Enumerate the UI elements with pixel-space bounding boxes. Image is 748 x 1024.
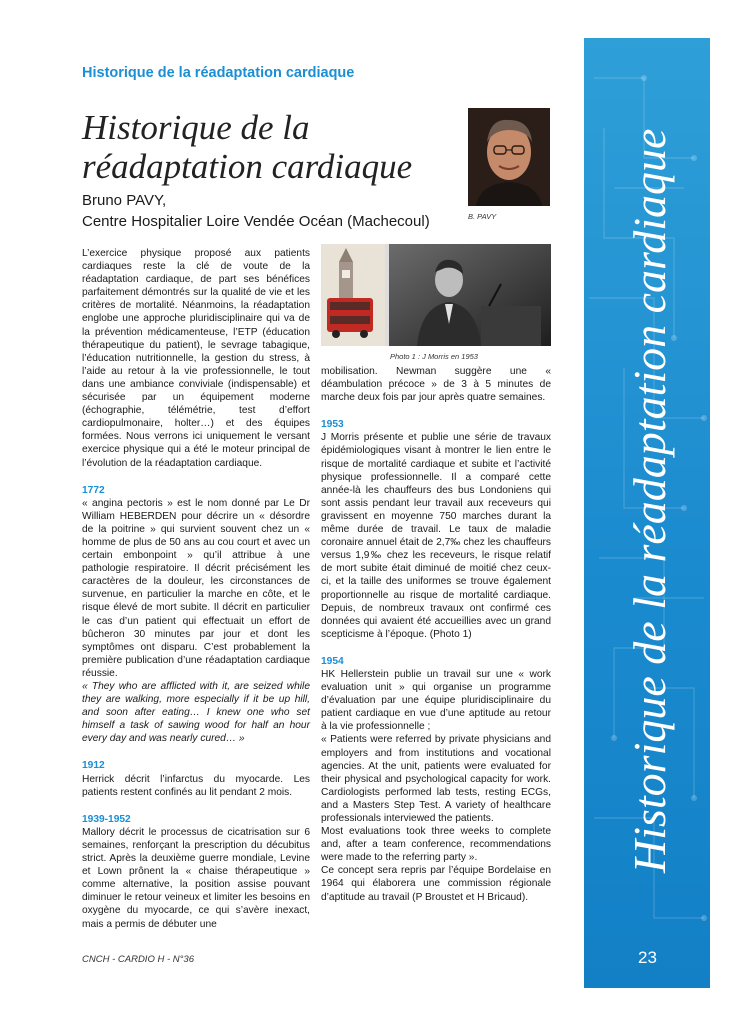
year-heading-1939-1952: 1939-1952 — [82, 813, 131, 825]
year-heading-1954: 1954 — [321, 655, 344, 667]
paragraph-continued: mobilisation. Newman suggère une « déambulation précoce » de 3 à 5 minutes de marche deux fois par jour après quatre semaines. — [321, 366, 551, 404]
year-heading-1953: 1953 — [321, 419, 344, 431]
quote-1954-b: Most evaluations took three weeks to complete and, after a team conference, recommendations were made to the referring party ». — [321, 826, 551, 864]
intro-paragraph: L’exercice physique proposé aux patients cardiaques reste la clé de voute de la réadaptation cardiaque, de part ses bénéfices parfaitement démontrés sur la qualité de vie et les critères de mortalité. Néanmoins, la réadaptation englobe une approche pluridisciplinaire qui va de la prévention médicamenteuse, l’ETP (éducation thérapeutique du patient), le sevrage tabagique, l’éducation nutritionnelle, la gestion du stress, à l’aide au retour à la vie professionnelle, le tout dans une ambiance conviviale (indispensable) et sécurisée par un équipement moderne (échographie, télémétrie, test d’effort cardiopulmonaire, holter…) et des équipes formées. Nous verrons ici uniquement le versant exercice physique qui a été le moteur principal de l’évolution de la réadaptation cardiaque. — [82, 248, 310, 469]
paragraph-1953: J Morris présente et publie une série de travaux épidémiologiques visant à montrer le lien entre le risque de mortalité cardiaque et subite et l’activité physique professionnelle. Il a comparé cette année-là les chauffeurs des bus Londoniens qui sont assis pendant leur travail aux receveurs qui gravissent en moyenne 750 marches durant la même durée de travail. Le taux de maladie coronaire annuel était de 2,7‰ chez les chauffeurs versus 1,9‰ chez les receveurs, le risque relatif de mort subite était diminué de moitié chez ceux-ci, et la taille des uniformes se trouve également proportionnelle au risque de mortalité cardiaque. Depuis, de nombreux travaux ont confirmé ces données qui avaient été accueillies avec un grand scepticisme à l’époque. (Photo 1) — [321, 432, 551, 640]
text-column-left — [82, 247, 310, 931]
portrait-caption: B. PAVY — [468, 212, 497, 221]
side-band — [584, 38, 710, 988]
title-line-1: Historique de la — [82, 108, 310, 147]
running-head: Historique de la réadaptation cardiaque — [82, 65, 355, 81]
author-portrait — [468, 108, 550, 206]
title-line-2: réadaptation cardiaque — [82, 147, 413, 186]
author-name: Bruno PAVY, — [82, 192, 167, 209]
article-title — [82, 108, 462, 186]
author-affiliation: Centre Hospitalier Loire Vendée Océan (Machecoul) — [82, 213, 430, 230]
year-heading-1772: 1772 — [82, 484, 105, 496]
text-column-right — [321, 365, 551, 904]
paragraph-1954: HK Hellerstein publie un travail sur une « work evaluation unit » qui organise un programme d’évaluation par une équipe pluridisciplinaire du patient cardiaque en vue d’une aptitude au retour à la vie professionnelle ; — [321, 668, 551, 733]
paragraph-1772: « angina pectoris » est le nom donné par Le Dr William HEBERDEN pour décrire un « désordre de la poitrine » qui survient souvent chez un « homme de plus de 50 ans au cou court et avec un certain embonpoint » qu’il attribue à une pathologie respiratoire. Il décrit précisément les caractères de la douleur, les circonstances de survenue, en particulier la marche en côte, et le risque élevé de mort subite. Il décrit en particulier le cas d’un patient qui effectuait un effort de bûcheron 30 minutes par jour et dont les symptômes ont disparu. C’est probablement la première publication d’une réadaptation cardiaque réussie. — [82, 497, 310, 679]
year-heading-1912: 1912 — [82, 760, 105, 772]
paragraph-1939-1952: Mallory décrit le processus de cicatrisation sur 6 semaines, renforçant la prescription du décubitus strict. Après la deuxième guerre mondiale, Levine et Lown prônent la « chaise thérapeutique » comme alternative, la position assise pouvant diminuer le retour veineux et limiter les besoins en oxygène du myocarde, ce qui s’avère inexact, mais a permis de débuter une — [82, 826, 310, 930]
author-block — [82, 190, 430, 232]
paragraph-1912: Herrick décrit l’infarctus du myocarde. Les patients restent confinés au lit pendant 2 mois. — [82, 773, 310, 798]
photo-caption: Photo 1 : J Morris en 1953 — [390, 352, 478, 361]
paragraph-1954-end: Ce concept sera repris par l’équipe Bordelaise en 1964 qui élaborera une commission régionale d’aptitude au travail (P Broustet et H Bricaud). — [321, 865, 551, 903]
quote-1772: « They who are afflicted with it, are seized while they are walking, more especially if it be up hill, and soon after eating… I knew one who set himself a task of sawing wood for half an hour every day and was nearly cured… » — [82, 681, 310, 745]
footer: CNCH - CARDIO H - N°36 — [82, 954, 195, 965]
quote-1954-a: « Patients were referred by private physicians and employers and from institutions and vocational agencies. At the unit, patients were evaluated for their physical and psychological capacity for work. Cardiologists performed lab tests, resting ECGs, and a Masters Step Test. A variety of healthcare professionals interviewed the patients. — [321, 734, 551, 824]
page-number: 23 — [638, 948, 657, 967]
photo-morris — [321, 244, 551, 346]
side-title: Historique de la réadaptation cardiaque — [624, 128, 675, 873]
